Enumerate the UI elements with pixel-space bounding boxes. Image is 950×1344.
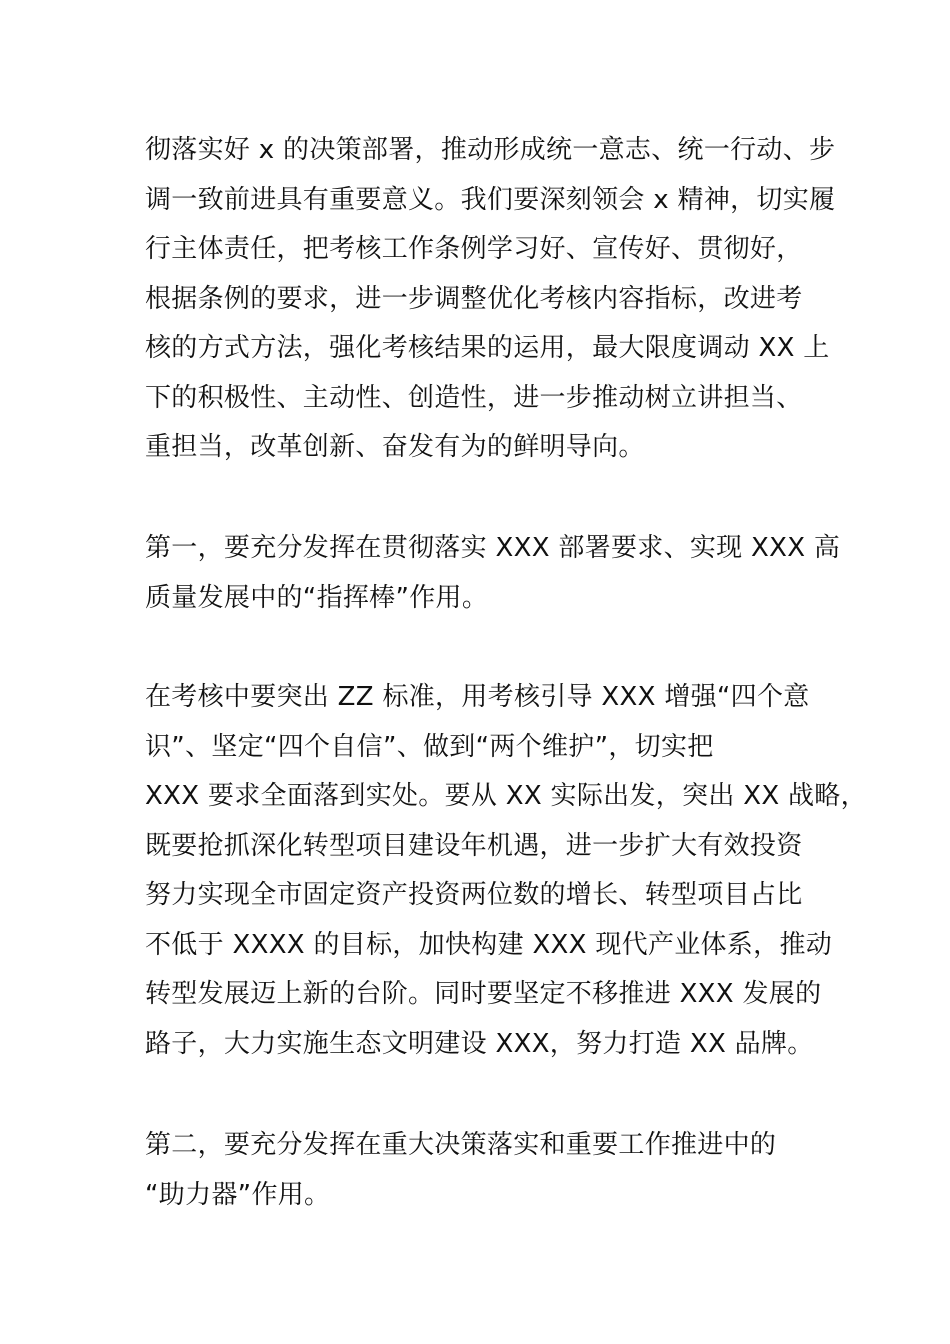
text-line: 转型发展迈上新的台阶。同时要坚定不移推进 XXX 发展的 xyxy=(145,979,822,1009)
paragraph-intro xyxy=(145,126,836,473)
text-line: 根据条例的要求，进一步调整优化考核内容指标，改进考 xyxy=(145,283,803,314)
text-line: 第一，要充分发挥在贯彻落实 XXX 部署要求、实现 XXX 高 xyxy=(145,533,841,563)
text-line: 核的方式方法，强化考核结果的运用，最大限度调动 XX 上 xyxy=(145,333,830,363)
text-line: 既要抢抓深化转型项目建设年机遇，进一步扩大有效投资 xyxy=(145,830,803,861)
text-line: 在考核中要突出 ZZ 标准，用考核引导 XXX 增强“四个意 xyxy=(145,682,810,712)
text-line: 第二，要充分发挥在重大决策落实和重要工作推进中的 xyxy=(145,1130,777,1160)
text-line: 彻落实好 x 的决策部署，推动形成统一意志、统一行动、步 xyxy=(145,135,836,165)
text-line: 调一致前进具有重要意义。我们要深刻领会 x 精神，切实履 xyxy=(145,184,836,215)
text-line: 质量发展中的“指挥棒”作用。 xyxy=(145,582,489,613)
text-line: 不低于 XXXX 的目标，加快构建 XXX 现代产业体系，推动 xyxy=(145,929,833,960)
text-line: “助力器”作用。 xyxy=(145,1179,331,1210)
text-line: XXX 要求全面落到实处。要从 XX 实际出发，突出 XX 战略， xyxy=(145,781,867,811)
text-line: 重担当，改革创新、奋发有为的鲜明导向。 xyxy=(145,432,645,462)
text-line: 识”、坚定“四个自信”、做到“两个维护”，切实把 xyxy=(145,731,714,762)
text-line: 下的积极性、主动性、创造性，进一步推动树立讲担当、 xyxy=(145,382,803,413)
text-line: 路子，大力实施生态文明建设 XXX，努力打造 XX 品牌。 xyxy=(145,1028,814,1059)
paragraph-point-two-heading xyxy=(145,1121,825,1220)
paragraph-point-one-heading xyxy=(145,524,841,623)
text-line: 努力实现全市固定资产投资两位数的增长、转型项目占比 xyxy=(145,880,803,910)
text-line: 行主体责任，把考核工作条例学习好、宣传好、贯彻好， xyxy=(145,234,803,264)
paragraph-point-one-body xyxy=(145,673,867,1069)
